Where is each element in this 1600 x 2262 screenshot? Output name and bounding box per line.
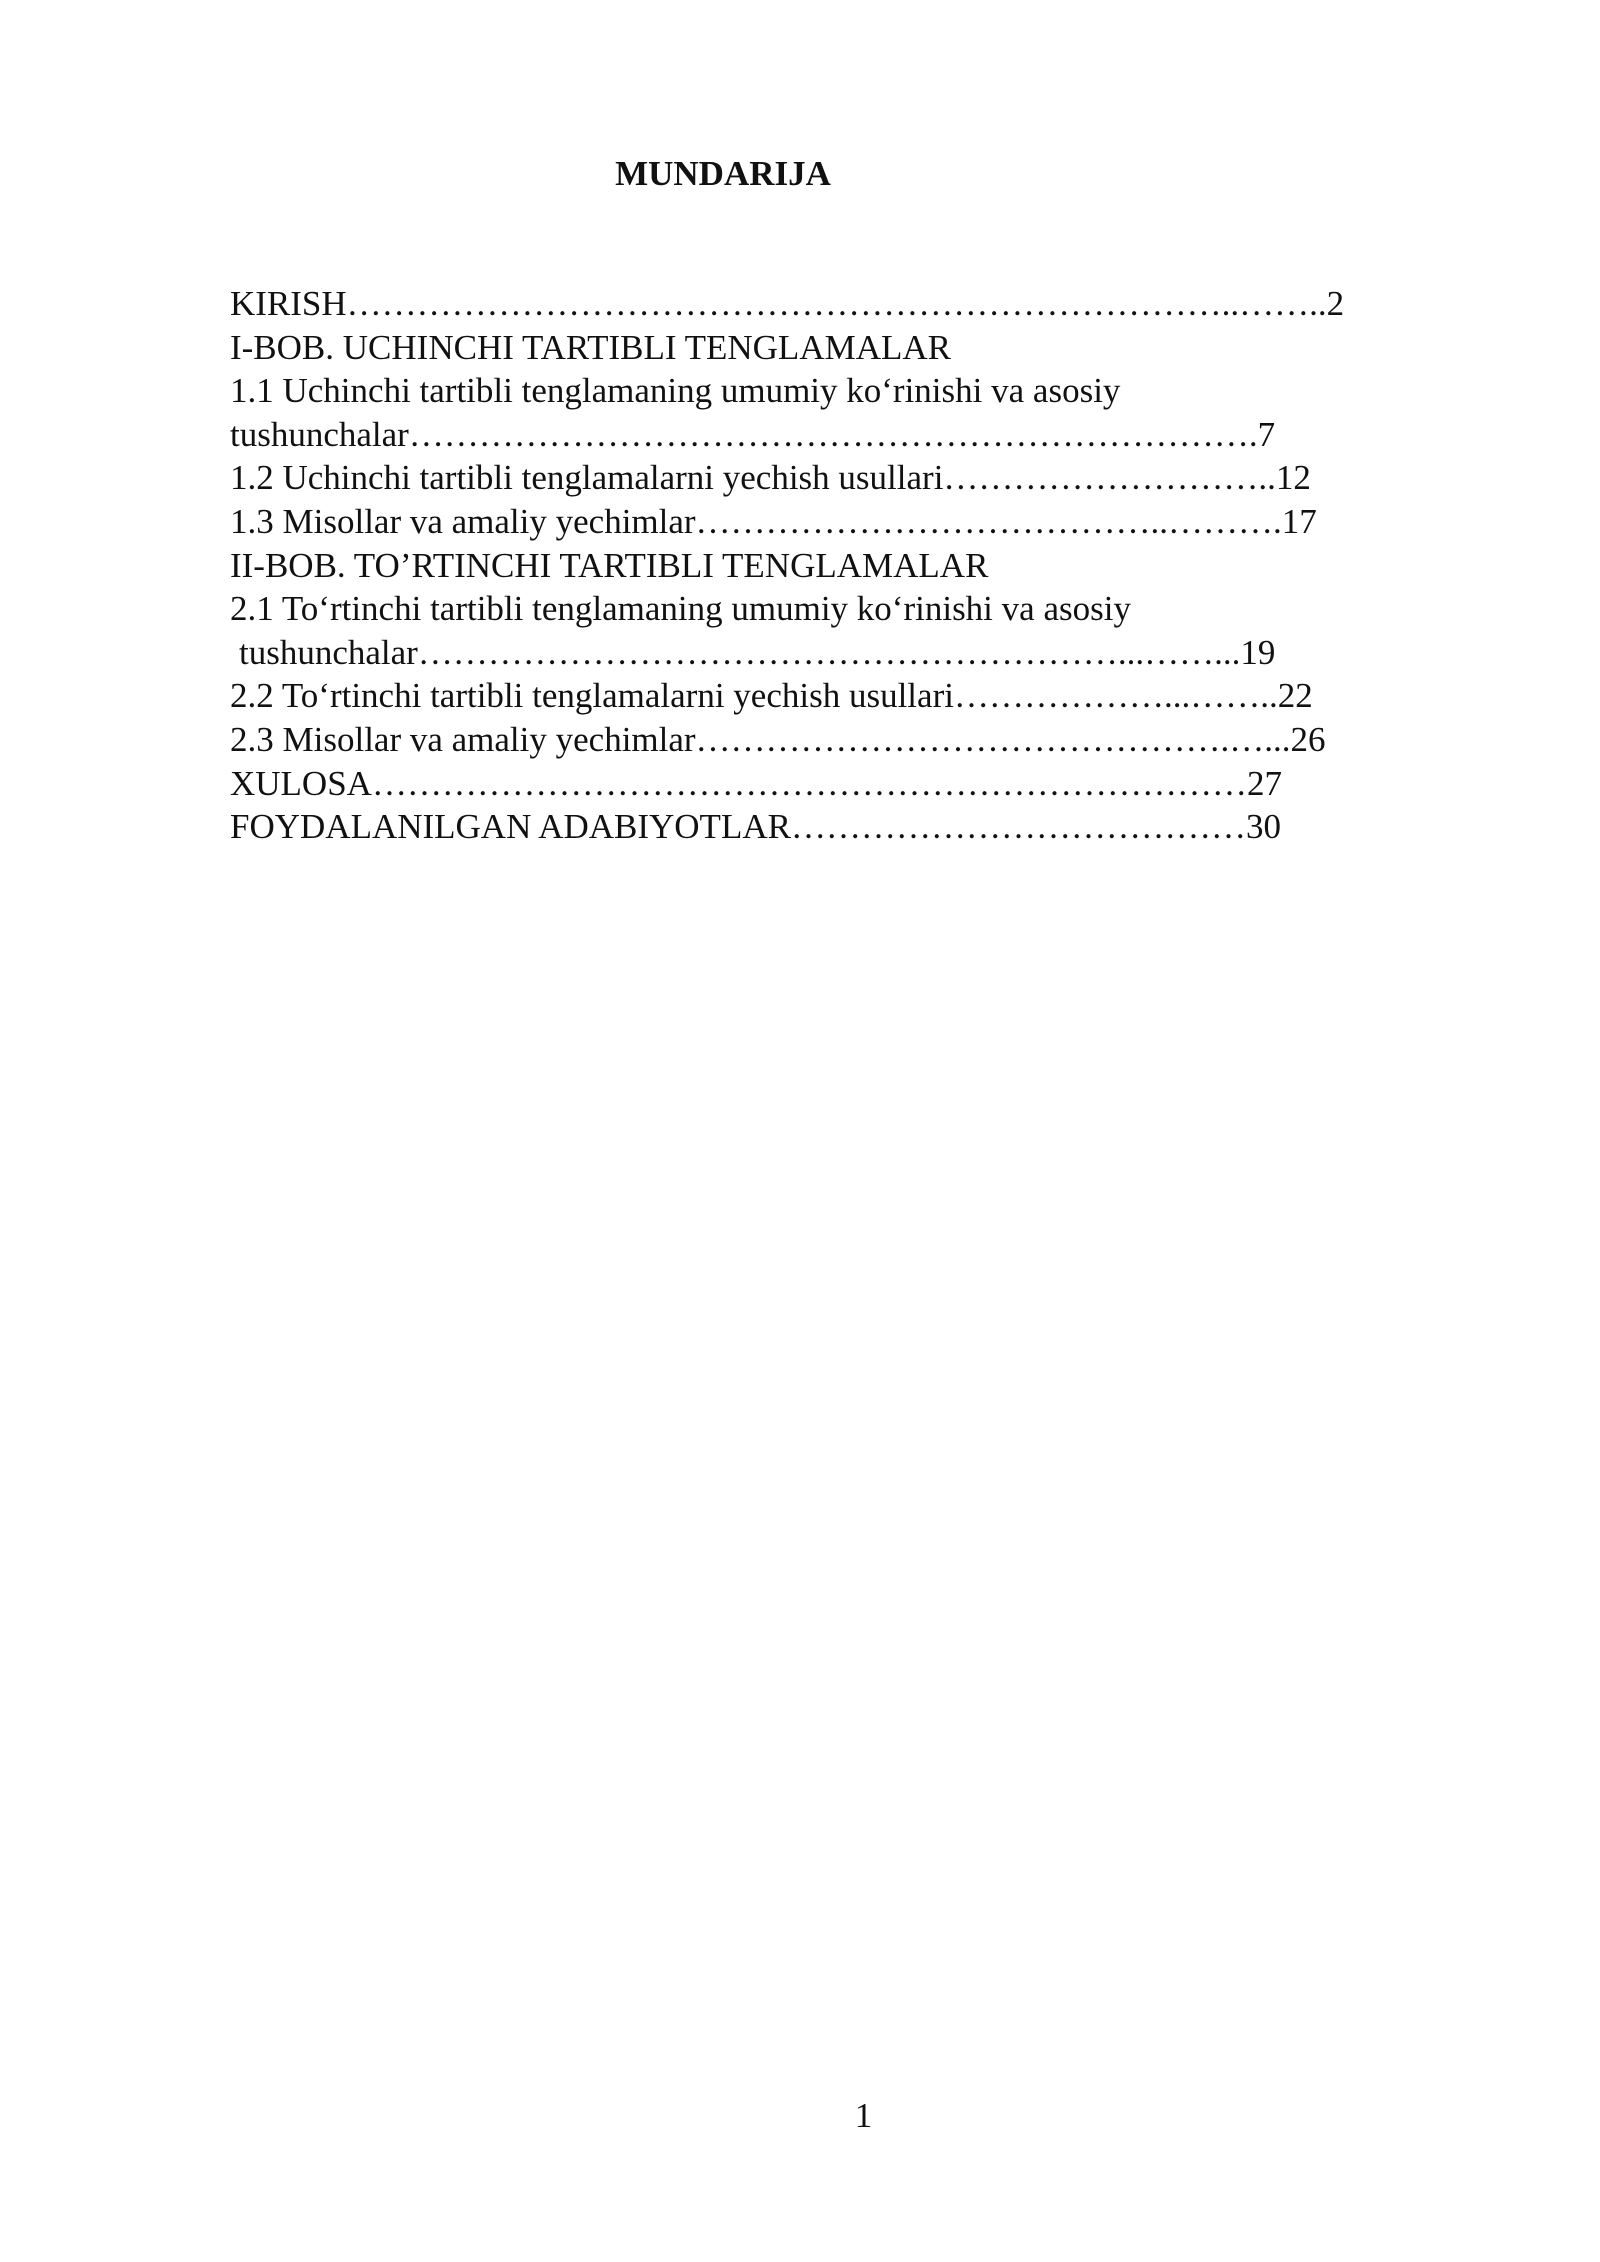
toc-entry-2-1: 2.1 To‘rtinchi tartibli tenglamaning umumiy ko‘rinishi va asosiy	[230, 589, 1131, 629]
toc-entry-1-1: 1.1 Uchinchi tartibli tenglamaning umumiy ko‘rinishi va asosiy	[230, 371, 1121, 411]
toc-chapter-2-heading: II-BOB. TO’RTINCHI TARTIBLI TENGLAMALAR	[230, 545, 989, 585]
toc-entry-1-3: 1.3 Misollar va amaliy yechimlar…………………………………..……….17	[230, 501, 1317, 541]
table-of-contents	[230, 282, 1410, 849]
toc-entry-2-2: 2.2 To‘rtinchi tartibli tenglamalarni yechish usullari………………...……..22	[230, 676, 1313, 716]
toc-chapter-1-heading: I-BOB. UCHINCHI TARTIBLI TENGLAMALAR	[230, 327, 951, 367]
toc-entry-kirish: KIRISH…………………………………………………………………..……..2	[230, 284, 1345, 323]
toc-entry-1-1-continued: tushunchalar……………………………………………………………….7	[230, 414, 1276, 454]
toc-entry-2-1-continued: tushunchalar……………………………………………………...……...19	[239, 632, 1276, 672]
page-number: 1	[854, 2096, 873, 2135]
toc-entry-adabiyotlar: FOYDALANILGAN ADABIYOTLAR…………………………………30	[230, 807, 1281, 847]
toc-entry-1-2: 1.2 Uchinchi tartibli tenglamalarni yechish usullari………………………..12	[230, 458, 1311, 498]
toc-entry-2-3: 2.3 Misollar va amaliy yechimlar……………………………………….…...26	[230, 719, 1326, 759]
page-title: MUNDARIJA	[615, 154, 831, 193]
toc-entry-xulosa: XULOSA…………………………………………………………………27	[230, 763, 1282, 803]
